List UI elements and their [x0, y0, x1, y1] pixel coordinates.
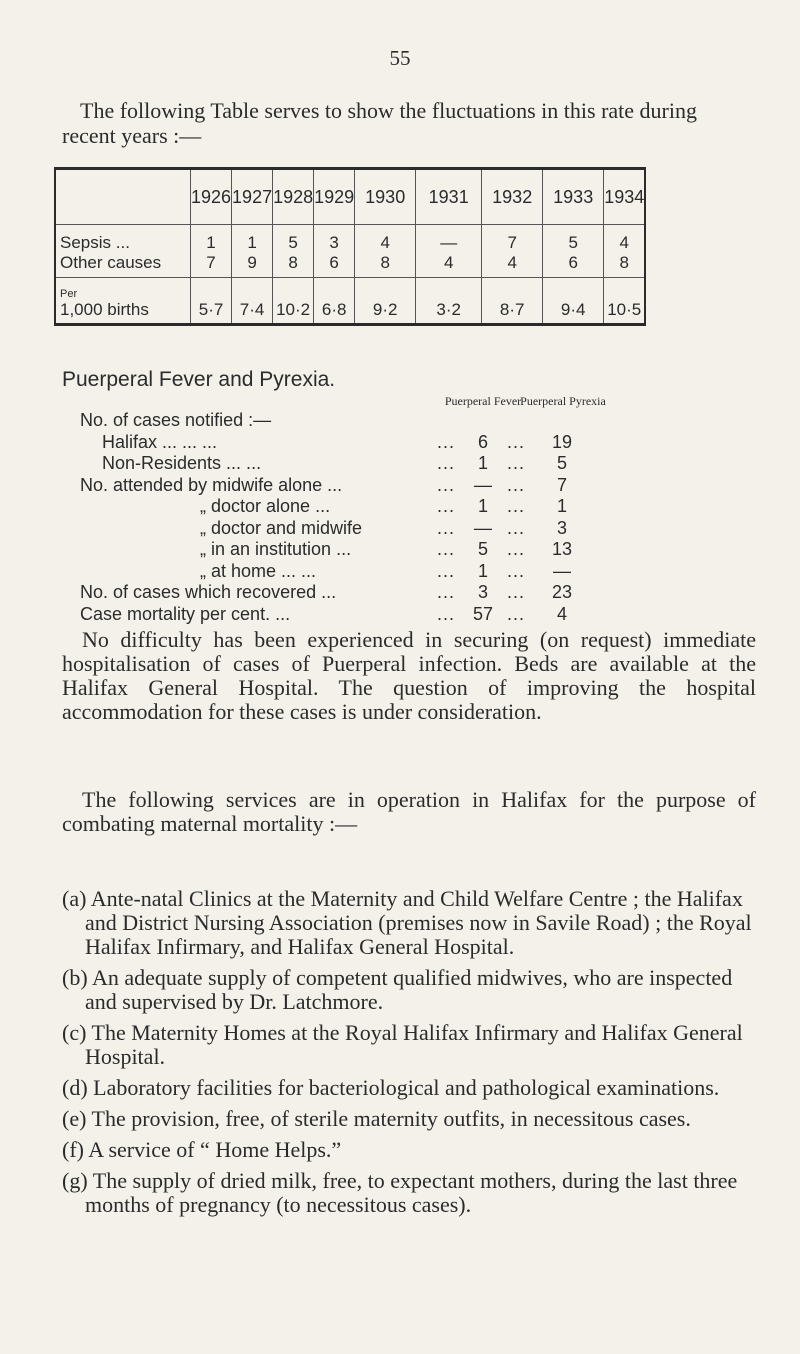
year-header: 1927	[232, 169, 273, 225]
fever-value: —	[474, 474, 492, 495]
leader-dots: ...	[507, 453, 526, 473]
list-item: (f) A service of “ Home Helps.”	[62, 1137, 342, 1162]
leader-dots: ...	[507, 603, 526, 624]
fever-value: —	[474, 517, 492, 538]
leader-dots: ...	[507, 582, 526, 602]
leader-dots: ...	[507, 539, 526, 559]
list-item	[0, 582, 800, 604]
table-cell: 9	[232, 253, 273, 278]
leader-dots: ...	[507, 560, 526, 581]
row-label: „ doctor alone ...	[200, 496, 331, 516]
list-item	[0, 410, 800, 432]
table-cell: 7	[191, 253, 232, 278]
row-label: Other causes	[60, 253, 162, 272]
list-item	[0, 496, 800, 518]
pyrexia-value: 7	[556, 474, 567, 495]
list-item: (b) An adequate supply of competent qualified midwives, who are inspected and supervised by Dr. Latchmore.	[62, 965, 733, 1014]
leader-dots: ...	[507, 496, 526, 516]
table-cell: —	[416, 225, 482, 254]
table-row	[55, 225, 645, 254]
services-list	[62, 887, 756, 1224]
list-item: (e) The provision, free, of sterile maternity outfits, in necessitous cases.	[62, 1106, 691, 1131]
table-cell: 3	[314, 225, 355, 254]
table-cell: 8	[604, 253, 646, 278]
fever-value: 3	[477, 582, 488, 602]
hospitalisation-paragraph: No difficulty has been experienced in securing (on request) immediate hospitalisation of cases of Puerperal infection. Beds are available at the Halifax General Hospital. The question of improving the hospital accommodation for these cases is under consideration.	[62, 627, 756, 724]
year-header: 1928	[273, 169, 314, 225]
table-cell: 6	[543, 253, 604, 278]
table-cell: 10·5	[604, 278, 646, 325]
page-number: 55	[389, 46, 411, 70]
column-header-fever: Puerperal Fever	[444, 394, 522, 408]
row-label: „ at home ... ...	[200, 560, 317, 581]
pyrexia-value: —	[553, 560, 571, 581]
table-cell: 5	[273, 225, 314, 254]
fever-value: 1	[477, 560, 488, 581]
table-cell: 5·7	[191, 278, 232, 325]
table-cell: 8	[355, 253, 416, 278]
table-cell: 4	[482, 253, 543, 278]
leader-dots: ...	[437, 603, 456, 624]
table-cell: 4	[355, 225, 416, 254]
corner-cell	[55, 169, 191, 225]
rate-table	[54, 167, 646, 326]
leader-dots: ...	[507, 474, 526, 495]
row-label-small: Per	[60, 288, 78, 300]
list-item: (g) The supply of dried milk, free, to expectant mothers, during the last three months of pregnancy (to necessitous cases).	[62, 1168, 738, 1217]
list-item: (a) Ante-natal Clinics at the Maternity and Child Welfare Centre ; the Halifax and District Nursing Association (premises now in Savile Road) ; the Royal Halifax Infirmary, and Halifax General Hospital.	[62, 886, 752, 959]
leader-dots: ...	[437, 496, 456, 516]
year-header: 1933	[543, 169, 604, 225]
row-label: Sepsis ...	[60, 233, 130, 252]
table-cell: 1	[191, 225, 232, 254]
pyrexia-value: 23	[551, 582, 573, 602]
fever-value: 1	[477, 496, 488, 516]
table-row	[55, 253, 645, 278]
table-cell: 10·2	[273, 278, 314, 325]
pyrexia-value: 5	[556, 453, 567, 473]
table-cell: 6	[314, 253, 355, 278]
pyrexia-value: 4	[556, 603, 567, 624]
list-item: (d) Laboratory facilities for bacteriological and pathological examinations.	[62, 1075, 720, 1100]
table-cell: 5	[543, 225, 604, 254]
row-label: No. of cases which recovered ...	[80, 582, 337, 602]
leader-dots: ...	[507, 517, 526, 538]
fever-value: 5	[477, 539, 488, 559]
table-row	[55, 278, 645, 325]
leader-dots: ...	[437, 474, 456, 495]
table-cell: 8·7	[482, 278, 543, 325]
leader-dots: ...	[437, 517, 456, 538]
row-label: Halifax ... ... ...	[102, 431, 218, 452]
leader-dots: ...	[437, 539, 456, 559]
puerperal-rows	[0, 410, 800, 625]
fever-value: 1	[477, 453, 488, 473]
pyrexia-value: 3	[556, 517, 567, 538]
table-cell: 4	[604, 225, 646, 254]
row-label: „ in an institution ...	[200, 539, 352, 559]
year-header: 1934	[604, 169, 646, 225]
leader-dots: ...	[437, 582, 456, 602]
pyrexia-value: 13	[551, 539, 573, 559]
row-label: „ doctor and midwife	[200, 517, 363, 538]
fever-value: 6	[477, 431, 488, 452]
row-label: Case mortality per cent. ...	[80, 603, 291, 624]
list-item	[0, 475, 800, 497]
year-header: 1926	[191, 169, 232, 225]
puerperal-heading: Puerperal Fever and Pyrexia.	[62, 368, 336, 391]
table-cell: 7·4	[232, 278, 273, 325]
table-cell: 7	[482, 225, 543, 254]
table-cell: 1	[232, 225, 273, 254]
list-item: (c) The Maternity Homes at the Royal Halifax Infirmary and Halifax General Hospital.	[62, 1020, 743, 1069]
leader-dots: ...	[507, 431, 526, 452]
table-header-row	[55, 169, 645, 225]
year-header: 1929	[314, 169, 355, 225]
table-cell: 4	[416, 253, 482, 278]
table-cell: 3·2	[416, 278, 482, 325]
table-cell: 6·8	[314, 278, 355, 325]
list-item	[0, 561, 800, 583]
leader-dots: ...	[437, 453, 456, 473]
list-item	[0, 604, 800, 626]
list-item	[0, 432, 800, 454]
fever-value: 57	[472, 603, 494, 624]
column-header-pyrexia: Puerperal Pyrexia	[520, 394, 606, 408]
row-label	[55, 278, 191, 325]
year-header: 1930	[355, 169, 416, 225]
row-label: Non-Residents ... ...	[102, 453, 262, 473]
pyrexia-value: 1	[556, 496, 567, 516]
intro-paragraph: The following Table serves to show the fluctuations in this rate during recent years :—	[62, 98, 697, 148]
row-label-main: 1,000 births	[60, 300, 149, 319]
pyrexia-value: 19	[551, 431, 573, 452]
table-cell: 9·2	[355, 278, 416, 325]
table-cell: 9·4	[543, 278, 604, 325]
leader-dots: ...	[437, 560, 456, 581]
list-item	[0, 453, 800, 475]
year-header: 1931	[416, 169, 482, 225]
services-intro: The following services are in operation in Halifax for the purpose of combating maternal mortality :—	[62, 787, 756, 836]
row-label: No. attended by midwife alone ...	[80, 474, 343, 495]
year-header: 1932	[482, 169, 543, 225]
leader-dots: ...	[437, 431, 456, 452]
list-item	[0, 539, 800, 561]
row-label: No. of cases notified :—	[80, 410, 272, 430]
table-cell: 8	[273, 253, 314, 278]
list-item	[0, 518, 800, 540]
